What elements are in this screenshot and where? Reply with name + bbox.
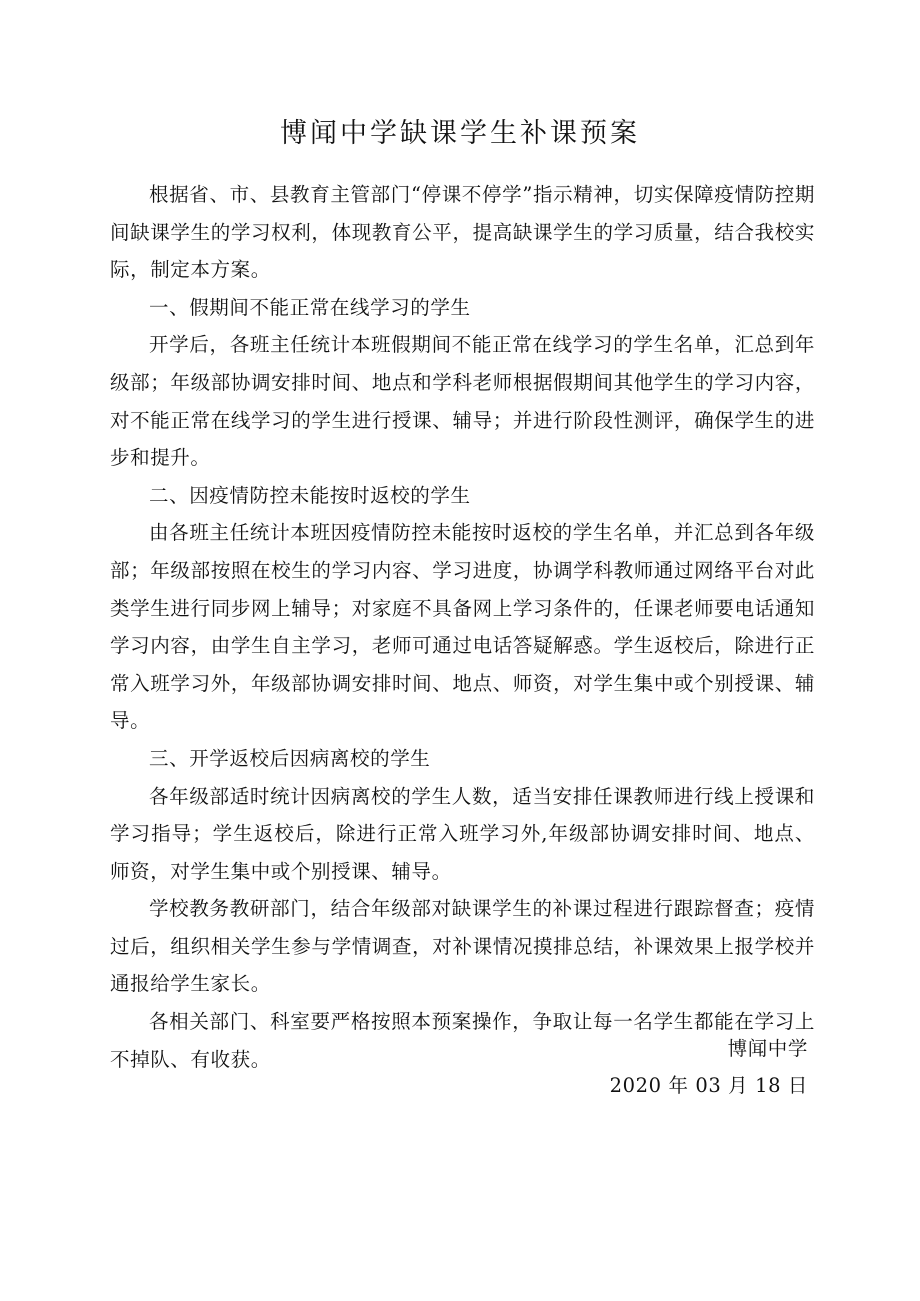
section-paragraph-3: 各年级部适时统计因病离校的学生人数，适当安排任课教师进行线上授课和学习指导；学生返校后，除进行正常入班学习外,年级部协调安排时间、地点、师资，对学生集中或个别授课、辅导。 xyxy=(110,784,815,883)
document-title: 博闻中学缺课学生补课预案 xyxy=(280,118,640,149)
section-heading-2: 二、因疫情防控未能按时返校的学生 xyxy=(149,483,471,507)
signature-block xyxy=(610,1030,808,1104)
section-heading-1: 一、假期间不能正常在线学习的学生 xyxy=(149,295,471,319)
section-paragraph-2: 由各班主任统计本班因疫情防控未能按时返校的学生名单，并汇总到各年级部；年级部按照在校生的学习内容、学习进度，协调学科教师通过网络平台对此类学生进行同步网上辅导；对家庭不具备网上学习条件的，任课老师要电话通知学习内容，由学生自主学习，老师可通过电话答疑解惑。学生返校后，除进行正常入班学习外，年级部协调安排时间、地点、师资，对学生集中或个别授课、辅导。 xyxy=(110,521,815,733)
section-heading-3: 三、开学返校后因病离校的学生 xyxy=(149,746,431,770)
signature-organization: 博闻中学 xyxy=(727,1037,808,1060)
intro-paragraph: 根据省、市、县教育主管部门“停课不停学”指示精神，切实保障疫情防控期间缺课学生的学习权利，体现教育公平，提高缺课学生的学习质量，结合我校实际，制定本方案。 xyxy=(110,183,815,282)
signature-date: 2020 年 03 月 18 日 xyxy=(609,1074,808,1097)
supervision-paragraph: 学校教务教研部门，结合年级部对缺课学生的补课过程进行跟踪督查；疫情过后，组织相关学生参与学情调查，对补课情况摸排总结，补课效果上报学校并通报给学生家长。 xyxy=(110,897,815,996)
section-paragraph-1: 开学后，各班主任统计本班假期间不能正常在线学习的学生名单，汇总到年级部；年级部协调安排时间、地点和学科老师根据假期间其他学生的学习内容，对不能正常在线学习的学生进行授课、辅导；并进行阶段性测评，确保学生的进步和提升。 xyxy=(110,333,815,470)
closing-paragraph: 各相关部门、科室要严格按照本预案操作，争取让每一名学生都能在学习上不掉队、有收获。 xyxy=(110,1010,815,1071)
document-body xyxy=(110,176,815,1078)
